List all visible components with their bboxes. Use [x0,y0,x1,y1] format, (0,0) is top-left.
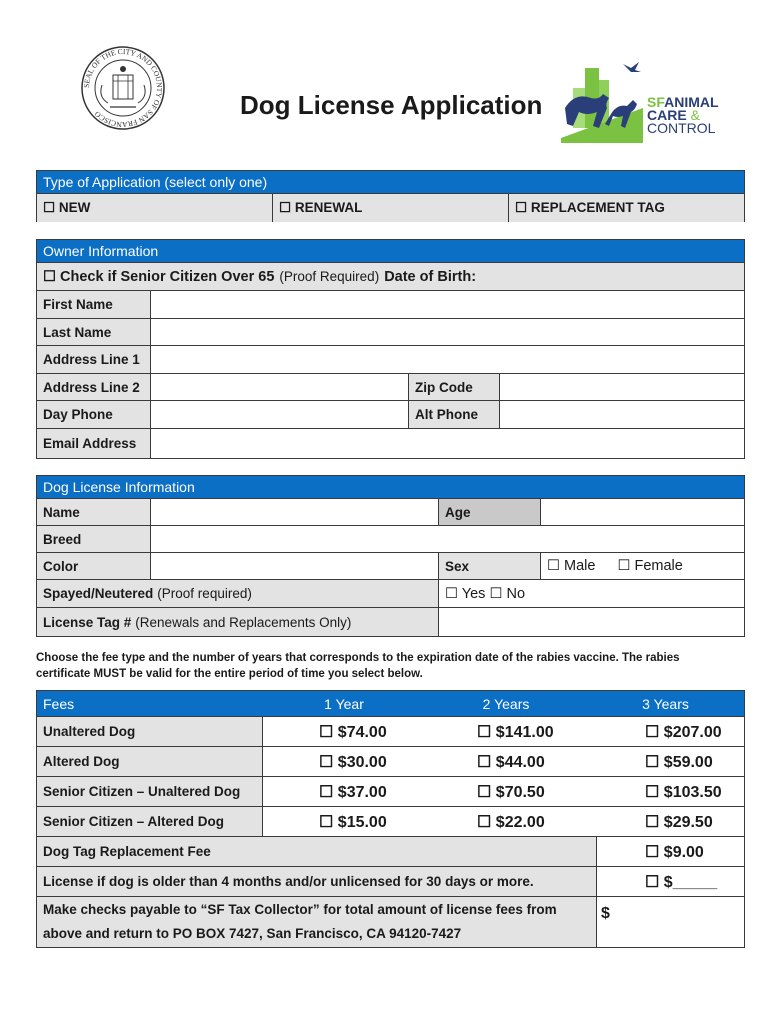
year1-col-header: 1 Year [324,695,364,712]
fee-row-label: Senior Citizen – Altered Dog [37,807,263,836]
year2-col-header: 2 Years [482,695,530,712]
option-replacement-tag[interactable]: ☐ REPLACEMENT TAG [515,200,665,215]
payable-line-2: above and return to PO BOX 7427, San Francisco, CA 94120-7427 [43,926,462,941]
address2-label: Address Line 2 [37,374,151,400]
dog-name-field[interactable] [151,499,439,525]
fees-col-header: Fees [43,695,75,712]
fees-section [36,690,745,948]
dog-heading: Dog License Information [37,476,744,499]
page-title: Dog License Application [240,90,543,120]
senior-proof-note: (Proof Required) [279,269,380,284]
breed-field[interactable] [151,526,744,552]
email-field[interactable] [151,429,744,458]
color-label: Color [37,553,151,579]
dob-label: Date of Birth: [384,268,477,285]
sex-male-checkbox[interactable]: ☐ Male [547,558,596,574]
fee-option-checkbox[interactable]: ☐ $74.00 [319,723,387,741]
owner-section [36,239,745,459]
fee-row-label: Senior Citizen – Unaltered Dog [37,777,263,806]
color-field[interactable] [151,553,439,579]
first-name-field[interactable] [151,291,744,318]
fee-option-checkbox[interactable]: ☐ $207.00 [645,723,722,741]
total-amount-field[interactable]: $ [601,905,610,922]
logo-animal: ANIMAL [664,94,719,110]
fee-option-checkbox[interactable]: ☐ $30.00 [319,753,387,771]
alt-phone-field[interactable] [500,401,744,428]
late-fee-checkbox[interactable]: ☐ $_____ [645,873,718,891]
age-field[interactable] [541,499,744,525]
last-name-field[interactable] [151,319,744,345]
fee-option-checkbox[interactable]: ☐ $44.00 [477,753,545,771]
fee-option-checkbox[interactable]: ☐ $103.50 [645,783,722,801]
age-label: Age [439,499,541,525]
sex-label: Sex [439,553,541,579]
city-seal [80,45,166,131]
address1-field[interactable] [151,346,744,373]
owner-heading: Owner Information [37,240,744,263]
fee-option-checkbox[interactable]: ☐ $59.00 [645,753,713,771]
late-fee-label: License if dog is older than 4 months and/or unlicensed for 30 days or more. [37,867,597,896]
fee-row-label: Altered Dog [37,747,263,776]
application-type-heading: Type of Application (select only one) [37,171,744,194]
day-phone-field[interactable] [151,401,409,428]
option-renewal[interactable]: ☐ RENEWAL [273,194,509,222]
license-tag-note: (Renewals and Replacements Only) [135,614,352,630]
breed-label: Breed [37,526,151,552]
spayed-proof-note: (Proof required) [157,586,252,601]
zip-field[interactable] [500,374,744,400]
fee-option-checkbox[interactable]: ☐ $15.00 [319,813,387,831]
license-tag-label: License Tag # [43,614,132,630]
sf-animal-care-logo [555,58,735,148]
dog-name-label: Name [37,499,151,525]
alt-phone-label: Alt Phone [409,401,500,428]
fee-option-checkbox[interactable]: ☐ $70.50 [477,783,545,801]
payable-line-1: Make checks payable to “SF Tax Collector” for total amount of license fees from [43,902,557,917]
year3-col-header: 3 Years [642,695,689,712]
fee-option-checkbox[interactable]: ☐ $141.00 [477,723,554,741]
fee-row-label: Unaltered Dog [37,717,263,746]
spayed-label: Spayed/Neutered [43,586,154,601]
last-name-label: Last Name [37,319,151,345]
senior-citizen-checkbox[interactable]: ☐ Check if Senior Citizen Over 65 [43,268,275,285]
email-label: Email Address [37,429,151,458]
application-type-section [36,170,745,222]
replacement-fee-checkbox[interactable]: ☐ $9.00 [645,843,704,861]
address2-field[interactable] [151,374,409,400]
fee-option-checkbox[interactable]: ☐ $29.50 [645,813,713,831]
replacement-fee-label: Dog Tag Replacement Fee [37,837,597,866]
day-phone-label: Day Phone [37,401,151,428]
fee-option-checkbox[interactable]: ☐ $22.00 [477,813,545,831]
zip-label: Zip Code [409,374,500,400]
svg-text:SEAL OF THE CITY AND COUNTY OF: SEAL OF THE CITY AND COUNTY OF SAN FRANCISCO [81,46,165,130]
logo-amp: & [690,107,700,123]
first-name-label: First Name [37,291,151,318]
license-tag-field[interactable] [439,608,744,636]
logo-control: CONTROL [647,120,716,136]
logo-sf: SF [647,94,665,110]
sex-female-checkbox[interactable]: ☐ Female [617,558,683,574]
fee-instructions: Choose the fee type and the number of years that corresponds to the expiration date of the rabies vaccine. The rabies certificate MUST be valid for the entire period of time you select below. [36,652,680,680]
option-new[interactable]: ☐ NEW [37,194,273,222]
dog-section [36,475,745,637]
fee-option-checkbox[interactable]: ☐ $37.00 [319,783,387,801]
spayed-yes-no-checkbox[interactable]: ☐ Yes ☐ No [439,580,744,607]
address1-label: Address Line 1 [37,346,151,373]
logo-care: CARE [647,107,687,123]
